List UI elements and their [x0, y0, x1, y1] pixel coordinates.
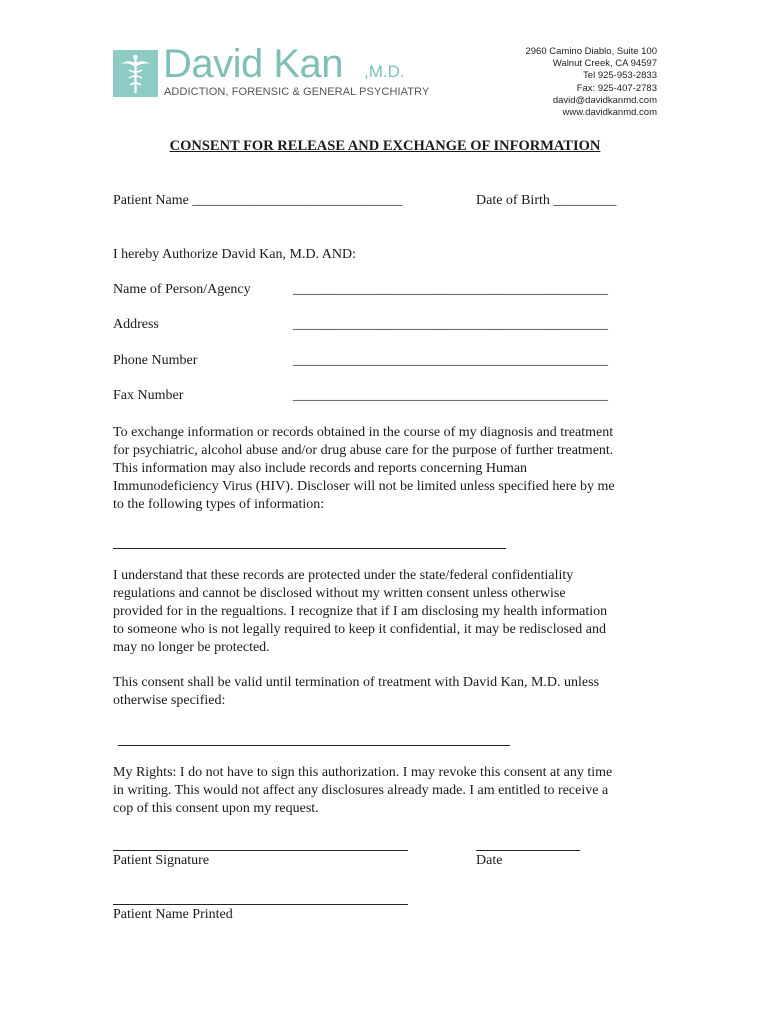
paragraph-line: This consent shall be valid until termination of treatment with David Kan, M.D. unless	[113, 675, 600, 690]
field-blank-person-agency[interactable]: _____________________________________________	[293, 282, 608, 297]
date-label: Date	[476, 853, 503, 868]
logo-caduceus-icon	[113, 50, 158, 97]
paragraph-line: for psychiatric, alcohol abuse and/or drug abuse care for the purpose of further treatment.	[113, 443, 614, 458]
field-label-person-agency: Name of Person/Agency	[113, 282, 251, 297]
paragraph-line: to the following types of information:	[113, 497, 325, 512]
paragraph-line: My Rights: I do not have to sign this authorization. I may revoke this consent at any time	[113, 765, 613, 780]
patient-name-label: Patient Name	[113, 193, 189, 208]
email-line: david@davidkanmd.com	[552, 94, 657, 106]
patient-signature-line[interactable]	[113, 850, 408, 851]
logo-name: David Kan	[163, 42, 344, 86]
logo-subtitle: ADDICTION, FORENSIC & GENERAL PSYCHIATRY	[164, 86, 430, 98]
logo-suffix: ,M.D.	[364, 62, 405, 81]
paragraph-line: to someone who is not legally required to keep it confidential, it may be redisclosed and	[113, 622, 606, 637]
patient-name-row	[113, 192, 402, 210]
validity-specified-blank[interactable]	[118, 745, 510, 746]
form-title: CONSENT FOR RELEASE AND EXCHANGE OF INFORMATION	[169, 138, 601, 154]
patient-name-blank[interactable]: ______________________________	[192, 193, 403, 208]
paragraph-line: otherwise specified:	[113, 693, 226, 708]
dob-label: Date of Birth	[476, 193, 550, 208]
patient-signature-label: Patient Signature	[113, 853, 210, 868]
paragraph-line: Immunodeficiency Virus (HIV). Discloser will not be limited unless specified here by me	[113, 479, 615, 494]
confidentiality-paragraph	[113, 567, 673, 657]
field-label-fax: Fax Number	[113, 388, 184, 403]
field-blank-phone[interactable]: _____________________________________________	[293, 353, 608, 368]
validity-paragraph	[113, 674, 673, 710]
printed-name-label: Patient Name Printed	[113, 907, 233, 922]
paragraph-line: in writing. This would not affect any disclosures already made. I am entitled to receive a	[113, 783, 609, 798]
paragraph-line: To exchange information or records obtained in the course of my diagnosis and treatment	[113, 425, 614, 440]
dob-row	[476, 192, 616, 210]
paragraph-line: cop of this consent upon my request.	[113, 801, 319, 816]
paragraph-line: may no longer be protected.	[113, 640, 270, 655]
paragraph-line: This information may also include records and reports concerning Human	[113, 461, 528, 476]
field-blank-address[interactable]: _____________________________________________	[293, 317, 608, 332]
phone-line: Tel 925-953-2833	[583, 70, 657, 82]
field-label-address: Address	[113, 317, 159, 332]
address-line: 2960 Camino Diablo, Suite 100	[525, 46, 657, 57]
field-label-phone: Phone Number	[113, 353, 198, 368]
printed-name-line[interactable]	[113, 904, 408, 905]
exchange-paragraph	[113, 424, 673, 514]
information-types-blank[interactable]	[113, 548, 506, 549]
rights-paragraph	[113, 764, 673, 818]
website-line: www.davidkanmd.com	[562, 107, 657, 119]
dob-blank[interactable]: _________	[553, 193, 617, 208]
paragraph-line: I understand that these records are protected under the state/federal confidentiality	[113, 568, 574, 583]
contact-address-block	[525, 46, 657, 119]
field-blank-fax[interactable]: _____________________________________________	[293, 388, 608, 403]
fax-line: Fax: 925-407-2783	[576, 82, 657, 94]
paragraph-line: provided for in the regualtions. I recognize that if I am disclosing my health information	[113, 604, 608, 619]
paragraph-line: regulations and cannot be disclosed without my written consent unless otherwise	[113, 586, 566, 601]
authorize-text: I hereby Authorize David Kan, M.D. AND:	[113, 247, 357, 262]
date-line[interactable]	[476, 850, 580, 851]
address-line: Walnut Creek, CA 94597	[552, 58, 657, 70]
